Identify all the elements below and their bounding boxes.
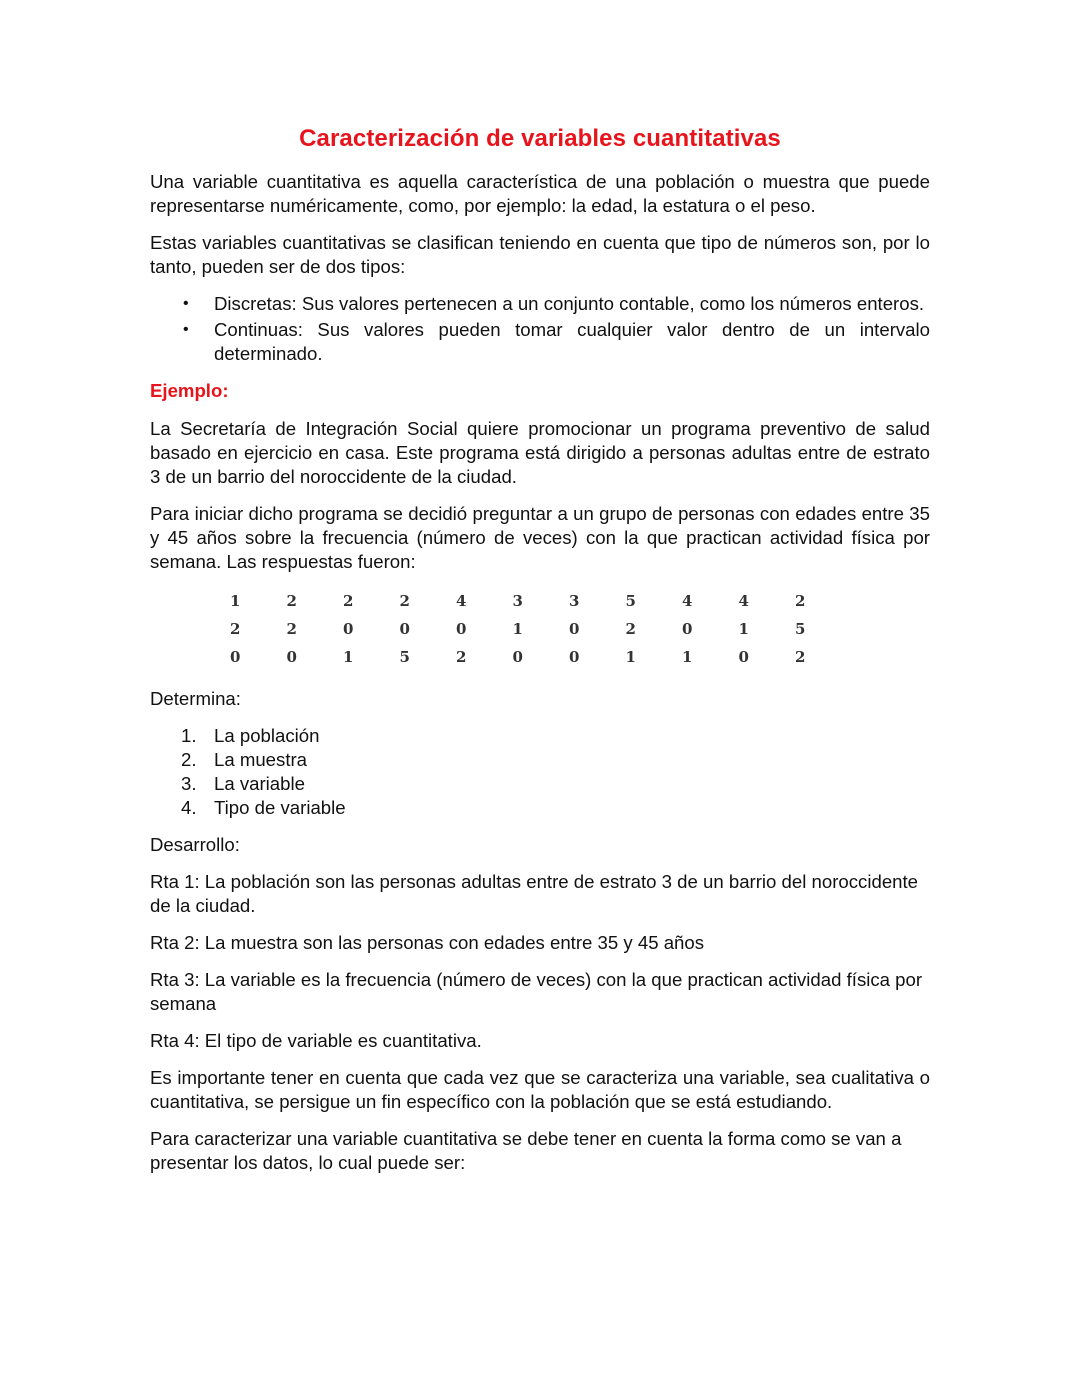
table-cell: 2	[230, 620, 241, 638]
table-cell: 0	[512, 648, 523, 666]
table-cell: 5	[625, 592, 636, 610]
responses-table	[230, 587, 852, 671]
table-cell: 2	[625, 620, 636, 638]
table-row	[230, 615, 852, 643]
table-cell: 2	[343, 592, 354, 610]
table-cell: 1	[682, 648, 693, 666]
list-number: 2.	[181, 749, 197, 770]
list-item-text: La población	[214, 725, 320, 746]
table-cell: 2	[456, 648, 467, 666]
list-item-text: Discretas: Sus valores pertenecen a un conjunto contable, como los números enteros.	[214, 293, 925, 314]
table-cell: 1	[230, 592, 241, 610]
variable-types-list	[150, 292, 930, 366]
answer-4: Rta 4: El tipo de variable es cuantitativa.	[150, 1030, 482, 1051]
questions-list	[150, 724, 930, 820]
list-item	[150, 772, 930, 796]
table-cell: 0	[456, 620, 467, 638]
table-cell: 3	[512, 592, 523, 610]
list-item	[150, 748, 930, 772]
closing-paragraph-2: Para caracterizar una variable cuantitativa se debe tener en cuenta la forma como se van a presentar los datos, lo cual puede ser:	[150, 1128, 902, 1173]
list-number: 4.	[181, 797, 197, 818]
bullet-icon: •	[183, 295, 189, 312]
answer-3: Rta 3: La variable es la frecuencia (número de veces) con la que practican actividad física por semana	[150, 969, 923, 1014]
list-item-discretas	[150, 292, 930, 316]
page-title: Caracterización de variables cuantitativas	[299, 125, 781, 152]
answer-2: Rta 2: La muestra son las personas con edades entre 35 y 45 años	[150, 932, 705, 953]
answer-1: Rta 1: La población son las personas adultas entre de estrato 3 de un barrio del noroccidente de la ciudad.	[150, 871, 919, 916]
table-cell: 0	[738, 648, 749, 666]
table-cell: 4	[456, 592, 467, 610]
list-number: 1.	[181, 725, 197, 746]
table-cell: 1	[738, 620, 749, 638]
table-cell: 0	[343, 620, 354, 638]
table-cell: 5	[795, 620, 806, 638]
list-item-continuas	[150, 318, 930, 366]
example-paragraph-1: La Secretaría de Integración Social quiere promocionar un programa preventivo de salud basado en ejercicio en casa. Este programa está dirigido a personas adultas entre de estrato 3 de un barrio del noroccidente de la ciudad.	[150, 418, 930, 487]
example-heading: Ejemplo:	[150, 380, 229, 401]
table-cell: 0	[682, 620, 693, 638]
determina-label: Determina:	[150, 688, 241, 709]
list-item-text: La variable	[214, 773, 305, 794]
table-cell: 1	[625, 648, 636, 666]
table-cell: 4	[738, 592, 749, 610]
bullet-icon: •	[183, 321, 189, 338]
table-row	[230, 587, 852, 615]
list-item-text: La muestra	[214, 749, 308, 770]
list-item-text: Continuas: Sus valores pueden tomar cualquier valor dentro de un intervalo determinado.	[214, 319, 930, 364]
table-cell: 0	[230, 648, 241, 666]
document-page	[150, 124, 930, 1188]
table-cell: 2	[795, 592, 806, 610]
table-cell: 2	[399, 592, 410, 610]
table-cell: 2	[286, 592, 297, 610]
table-cell: 2	[286, 620, 297, 638]
table-cell: 2	[795, 648, 806, 666]
list-item	[150, 724, 930, 748]
table-cell: 1	[343, 648, 354, 666]
classification-paragraph: Estas variables cuantitativas se clasifican teniendo en cuenta que tipo de números son, por lo tanto, pueden ser de dos tipos:	[150, 232, 930, 277]
table-cell: 3	[569, 592, 580, 610]
list-item-text: Tipo de variable	[214, 797, 346, 818]
list-number: 3.	[181, 773, 197, 794]
closing-paragraph-1: Es importante tener en cuenta que cada vez que se caracteriza una variable, sea cualitativa o cuantitativa, se persigue un fin específico con la población que se está estudiando.	[150, 1067, 930, 1112]
example-paragraph-2: Para iniciar dicho programa se decidió preguntar a un grupo de personas con edades entre 35 y 45 años sobre la frecuencia (número de veces) con la que practican actividad física por semana. Las respuestas fueron:	[150, 503, 930, 572]
intro-paragraph: Una variable cuantitativa es aquella característica de una población o muestra que puede representarse numéricamente, como, por ejemplo: la edad, la estatura o el peso.	[150, 171, 930, 216]
list-item	[150, 796, 930, 820]
table-cell: 0	[569, 648, 580, 666]
table-cell: 0	[286, 648, 297, 666]
desarrollo-label: Desarrollo:	[150, 834, 240, 855]
table-cell: 0	[399, 620, 410, 638]
table-cell: 0	[569, 620, 580, 638]
table-cell: 1	[512, 620, 523, 638]
table-cell: 5	[399, 648, 410, 666]
table-cell: 4	[682, 592, 693, 610]
table-row	[230, 643, 852, 671]
